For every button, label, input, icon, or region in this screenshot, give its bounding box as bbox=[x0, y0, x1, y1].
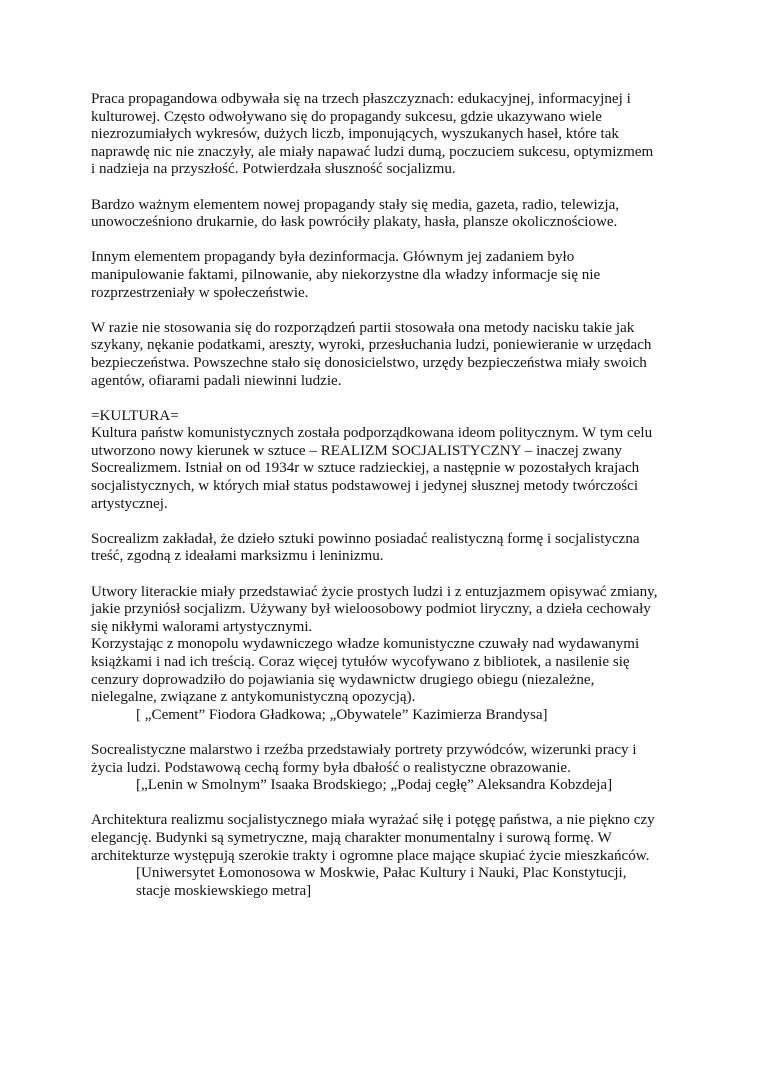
paragraph-media bbox=[91, 197, 676, 232]
paragraph-culture bbox=[91, 408, 676, 514]
text-line: Utwory literackie miały przedstawiać życie prostych ludzi i z entuzjazmem opisywać zmiany, bbox=[91, 583, 658, 600]
text-line: Architektura realizmu socjalistycznego miała wyrażać siłę i potęgę państwa, a nie piękno czy bbox=[91, 812, 655, 829]
paragraph-propaganda-intro bbox=[91, 91, 676, 179]
text-line: Socrealizmem. Istniał on od 1934r w sztuce radzieckiej, a następnie w pozostałych krajach bbox=[91, 460, 640, 477]
text-line: unowocześniono drukarnie, do łask powróciły plakaty, hasła, plansze okolicznościowe. bbox=[91, 214, 618, 231]
text-line: socjalistycznych, w których miał status podstawowej i jedynej słusznej metody twórczości bbox=[91, 478, 639, 495]
text-line: W razie nie stosowania się do rozporządzeń partii stosowała ona metody nacisku takie jak bbox=[91, 319, 635, 336]
text-line: Bardzo ważnym elementem nowej propagandy stały się media, gazeta, radio, telewizja, bbox=[91, 196, 620, 213]
paragraph-disinformation bbox=[91, 249, 676, 302]
text-line: szykany, nękanie podatkami, areszty, wyroki, przesłuchania ludzi, poniewieranie w urzędach bbox=[91, 337, 652, 354]
text-line: Kultura państw komunistycznych została podporządkowana ideom politycznym. W tym celu bbox=[91, 425, 653, 442]
text-line: bezpieczeństwa. Powszechne stało się donosicielstwo, urzędy bezpieczeństwa miały swoich bbox=[91, 354, 647, 371]
text-line: Innym elementem propagandy była dezinformacja. Głównym jej zadaniem było bbox=[91, 249, 575, 266]
paragraph-repression bbox=[91, 320, 676, 390]
text-line: kulturowej. Często odwoływano się do propagandy sukcesu, gdzie ukazywano wiele bbox=[91, 108, 602, 125]
text-line: utworzono nowy kierunek w sztuce – REALIZM SOCJALISTYCZNY – inaczej zwany bbox=[91, 442, 622, 459]
text-line: rozprzestrzeniały w społeczeństwie. bbox=[91, 284, 309, 301]
examples-line: [ „Cement” Fiodora Gładkowa; „Obywatele” Kazimierza Brandysa] bbox=[136, 706, 548, 723]
text-line: nielegalne, związane z antykomunistyczną opozycją). bbox=[91, 689, 416, 706]
section-heading: =KULTURA= bbox=[91, 407, 179, 424]
examples-line: [Uniwersytet Łomonosowa w Moskwie, Pałac Kultury i Nauki, Plac Konstytucji, bbox=[136, 865, 627, 882]
text-line: elegancję. Budynki są symetryczne, mają charakter monumentalny i surową formę. W bbox=[91, 829, 612, 846]
text-line: Korzystając z monopolu wydawniczego władze komunistyczne czuwały nad wydawanymi bbox=[91, 636, 640, 653]
document-page bbox=[91, 91, 676, 900]
examples-line: [„Lenin w Smolnym” Isaaka Brodskiego; „Podaj cegłę” Aleksandra Kobzdeja] bbox=[136, 777, 613, 794]
text-line: się nikłymi walorami artystycznymi. bbox=[91, 618, 313, 635]
text-line: i nadzieja na przyszłość. Potwierdzała słuszność socjalizmu. bbox=[91, 161, 456, 178]
text-line: manipulowanie faktami, pilnowanie, aby niekorzystne dla władzy informacje się nie bbox=[91, 266, 601, 283]
text-line: treść, zgodną z ideałami marksizmu i leninizmu. bbox=[91, 548, 384, 565]
text-line: cenzury doprowadziło do pojawiania się wydawnictw drugiego obiegu (niezależne, bbox=[91, 671, 595, 688]
text-line: naprawdę nic nie znaczyły, ale miały napawać ludzi dumą, poczuciem sukcesu, optymizmem bbox=[91, 143, 654, 160]
text-line: niezrozumiałych wykresów, dużych liczb, imponujących, wyszukanych haseł, które tak bbox=[91, 126, 619, 143]
paragraph-socrealism bbox=[91, 531, 676, 566]
text-line: Socrealistyczne malarstwo i rzeźba przedstawiały portrety przywódców, wizerunki pracy i bbox=[91, 741, 637, 758]
paragraph-painting bbox=[91, 742, 676, 795]
text-line: życia ludzi. Podstawową cechą formy była dbałość o realistyczne obrazowanie. bbox=[91, 759, 571, 776]
text-line: agentów, ofiarami padali niewinni ludzie. bbox=[91, 372, 342, 389]
text-line: książkami i nad ich treścią. Coraz więcej tytułów wycofywano z bibliotek, a nasilenie się bbox=[91, 654, 630, 670]
text-line: jakie przyniósł socjalizm. Używany był wieloosobowy podmiot liryczny, a dzieła cechowały bbox=[91, 601, 651, 618]
text-line: architekturze występują szerokie trakty i ogromne place mające skupiać życie mieszkańców. bbox=[91, 847, 650, 864]
text-line: Socrealizm zakładał, że dzieło sztuki powinno posiadać realistyczną formę i socjalistyczna bbox=[91, 530, 640, 547]
text-line: Praca propagandowa odbywała się na trzech płaszczyznach: edukacyjnej, informacyjnej i bbox=[91, 91, 631, 107]
examples-line: stacje moskiewskiego metra] bbox=[136, 882, 312, 899]
paragraph-literature bbox=[91, 584, 676, 725]
paragraph-architecture bbox=[91, 812, 676, 900]
text-line: artystycznej. bbox=[91, 495, 168, 512]
